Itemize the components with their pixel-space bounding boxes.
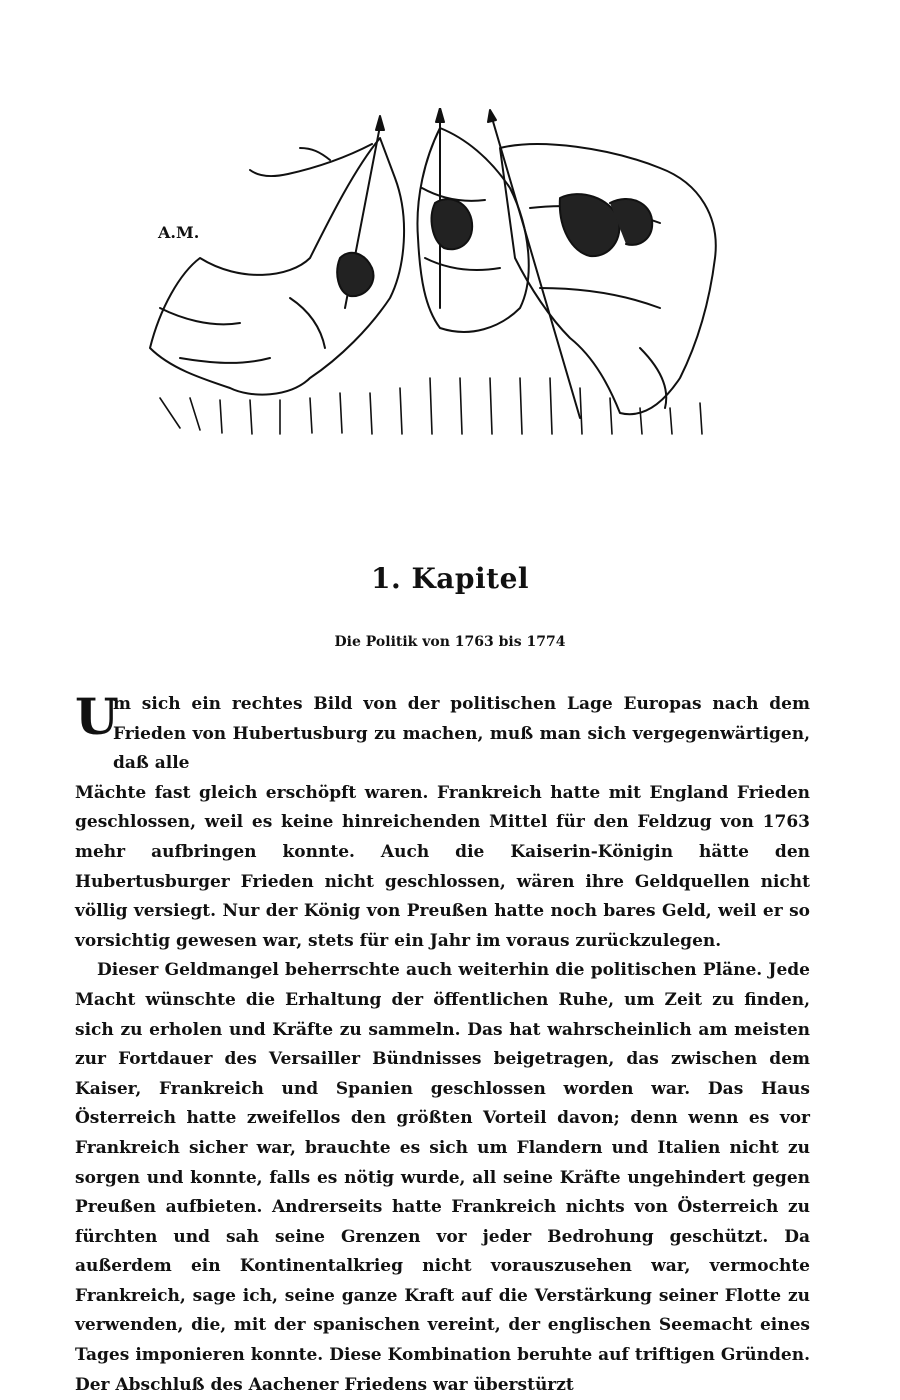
chapter-title: 1. Kapitel (370, 562, 530, 595)
paragraph-1 (75, 687, 811, 956)
flags-vignette-illustration (140, 108, 740, 438)
paragraph-1-line-2: von Hubertusburg zu machen, muß man sich vergegenwärtigen, daß alle (113, 723, 811, 774)
paragraph-1-rest: Mächte fast gleich erschöpft waren. Frankreich hatte mit England Frieden geschlossen, weil es keine hinreichenden Mittel für den Feldzug von 1763 mehr aufbringen konnte. Auch die Kaiserin-Königin hätte den Hubertusburger Frieden nicht geschlossen, wären ihre Geldquellen nicht völlig versiegt. Nur der König von Preußen hatte noch bares Geld, weil er so vorsichtig gewesen war, stets für ein Jahr im voraus zurückzulegen. (75, 782, 810, 951)
flags-drawing (140, 108, 740, 438)
paragraph-1-line-1: m sich ein rechtes Bild von der politischen Lage Europas nach dem Frieden (113, 694, 810, 744)
body-text (75, 687, 811, 1400)
flag-3 (500, 144, 716, 414)
drop-cap-initial: U (75, 687, 119, 746)
chapter-subtitle: Die Politik von 1763 bis 1774 (334, 634, 566, 650)
artist-monogram: A.M. (158, 223, 200, 242)
paragraph-2: Dieser Geldmangel beherrschte auch weiterhin die politischen Pläne. Jede Macht wünschte die Erhaltung der öffentlichen Ruhe, um Zeit zu finden, sich zu erholen und Kräfte zu sammeln. Das hat wahrscheinlich am meisten zur Fortdauer des Versailler Bündnisses beigetragen, das zwischen dem Kaiser, Frankreich und Spanien geschlossen worden war. Das Haus Österreich hatte zweifellos den größten Vorteil davon; denn wenn es vor Frankreich sicher war, brauchte es sich um Flandern und Italien nicht zu sorgen und konnte, falls es nötig wurde, all seine Kräfte ungehindert gegen Preußen aufbieten. Andrerseits hatte Frankreich nichts von Österreich zu fürchten und sah seine Grenzen vor jeder Bedrohung geschützt. Da außerdem ein Kontinentalkrieg nicht vorauszusehen war, vermochte Frankreich, sage ich, seine ganze Kraft auf die Verstärkung seiner Flotte zu verwenden, die, mit der spanischen vereint, der englischen Seemacht eines Tages imponieren konnte. Diese Kombination beruhte auf triftigen Gründen. Der Abschluß des Aachener Friedens war überstürzt (75, 960, 810, 1395)
flag-pole-3 (492, 118, 580, 418)
paragraph-1-opening (75, 687, 811, 779)
